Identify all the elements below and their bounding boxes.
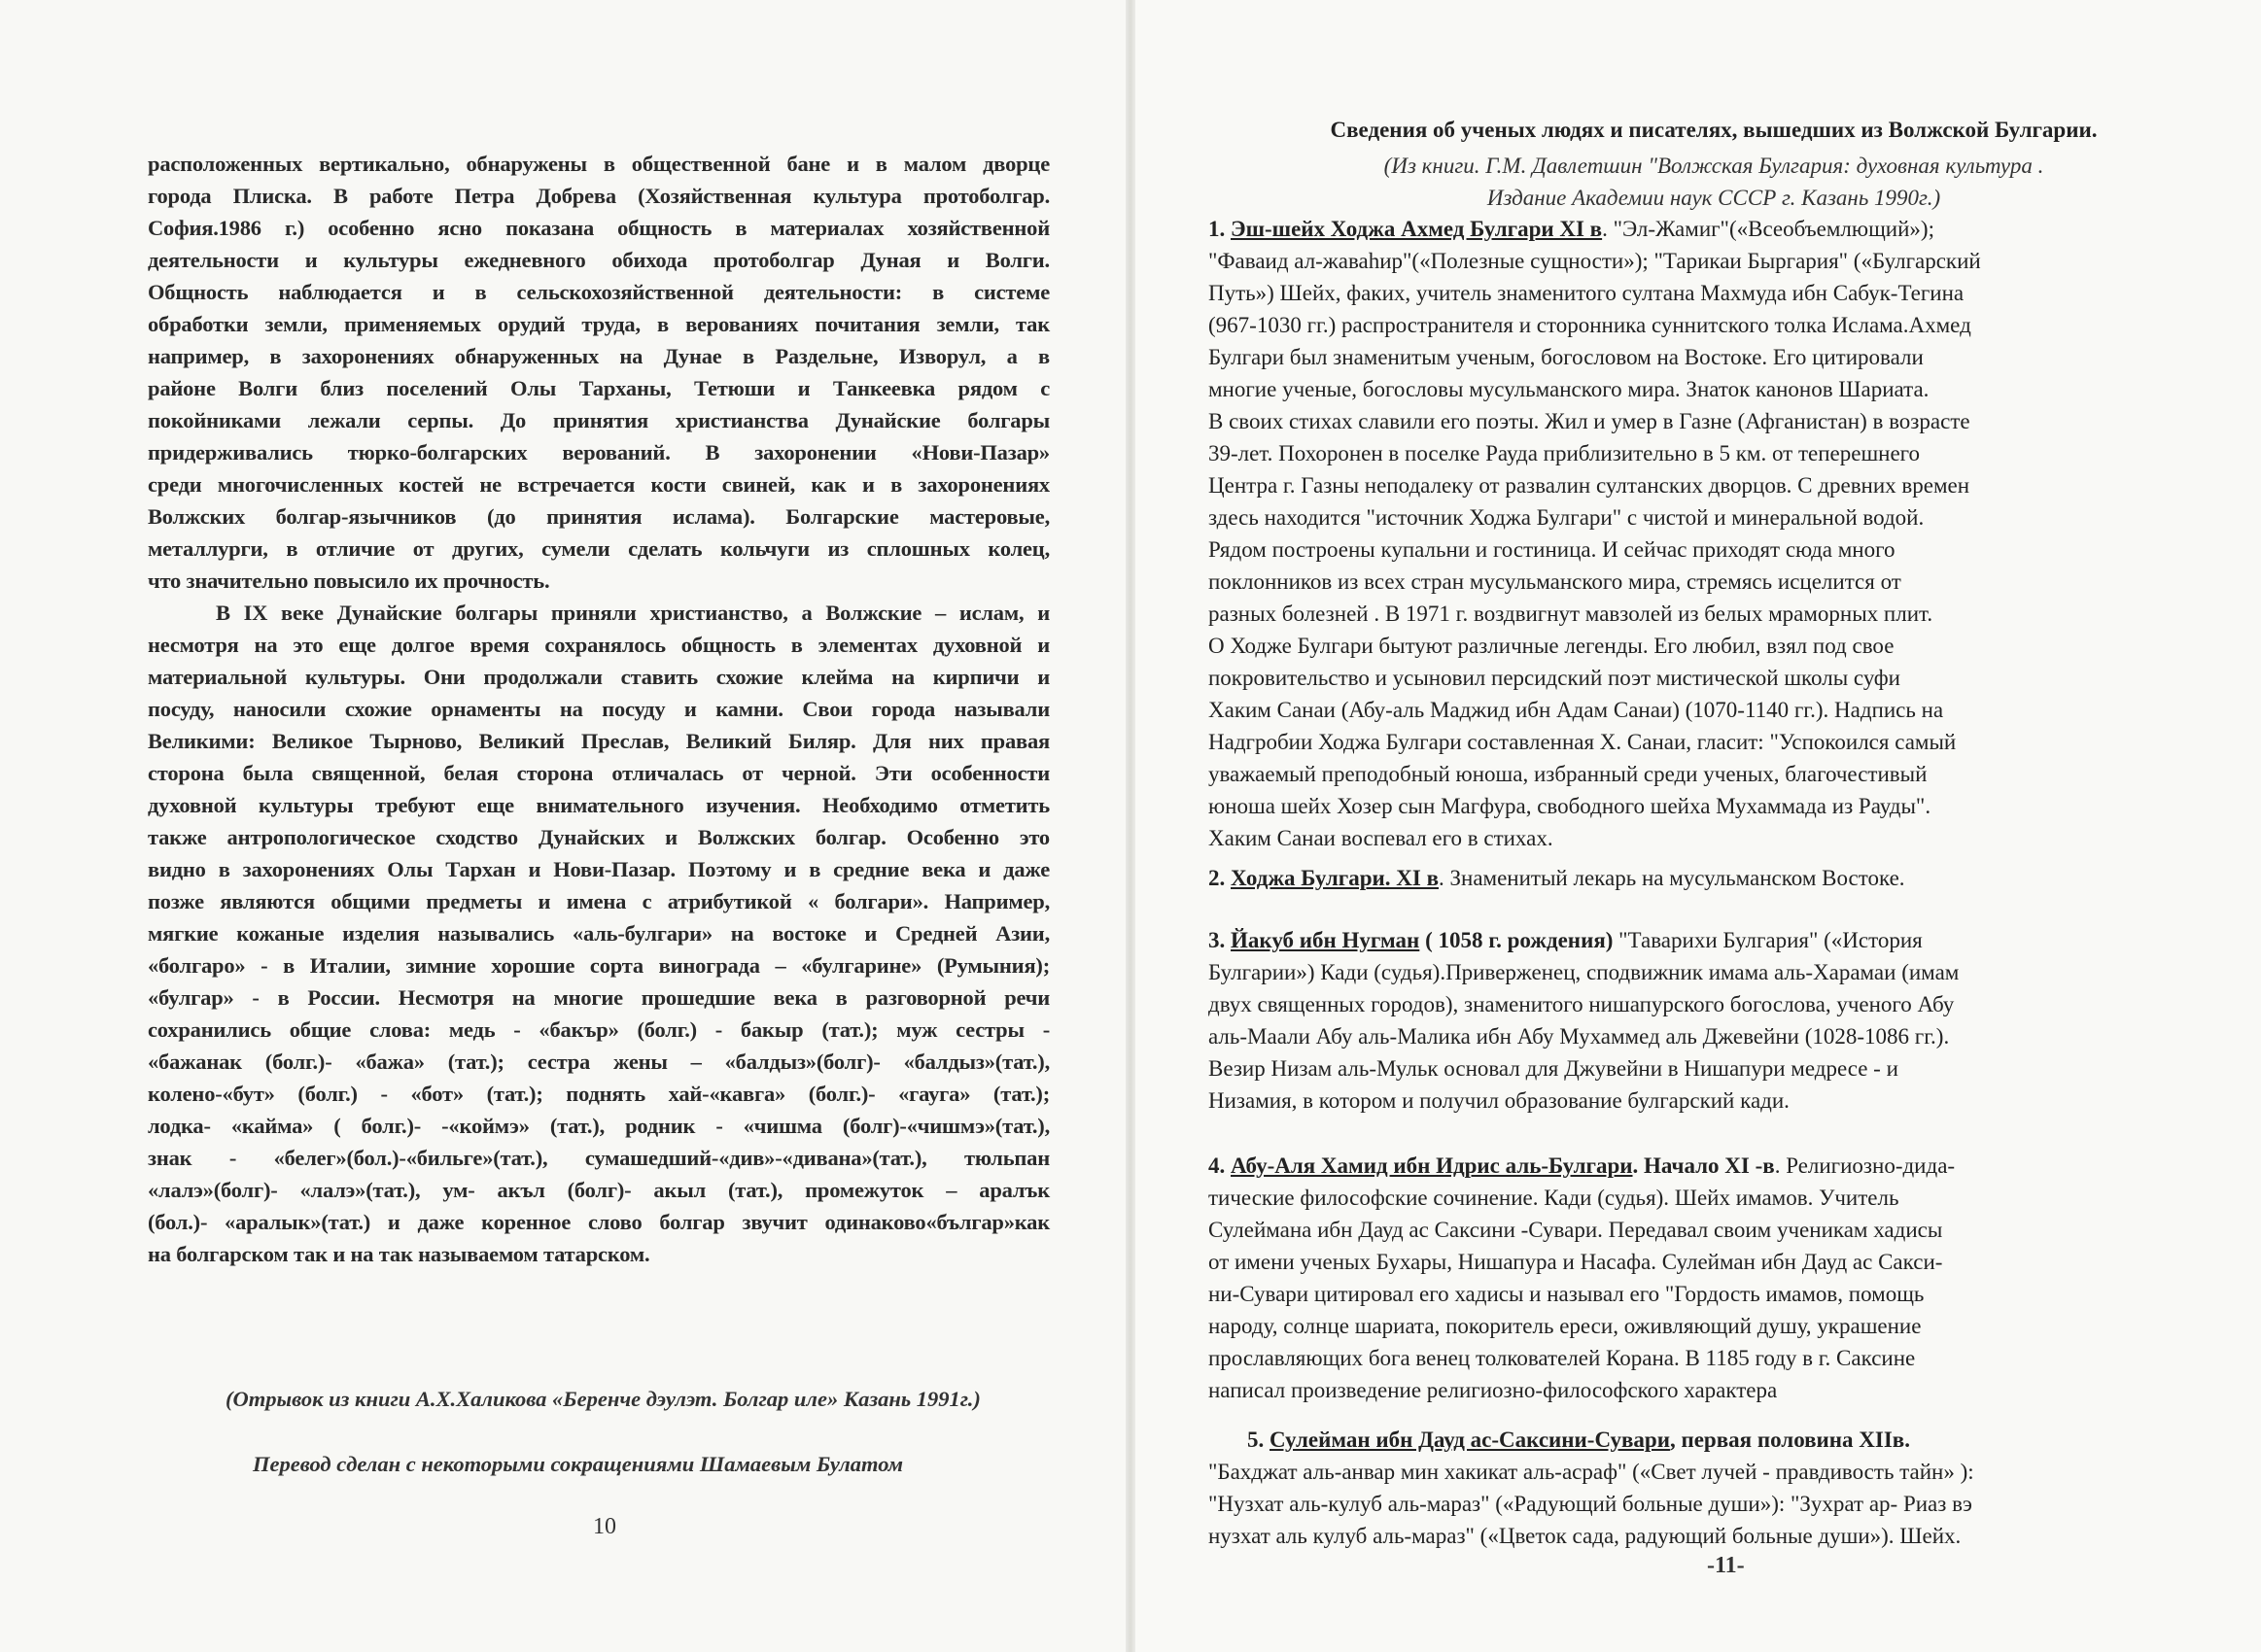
text-line: что значительно повысило их прочность.: [148, 568, 550, 593]
left-paragraph-1: [148, 148, 1050, 597]
text-line: написал произведение религиозно-философского характера: [1208, 1378, 1778, 1402]
text-line: Волжских болгар-язычников (до принятия ислама). Болгарские мастеровые,: [148, 504, 1050, 529]
text-line: О Ходже Булгари бытуют различные легенды. Его любил, взял под свое: [1208, 634, 1895, 658]
text-line: видно в захоронениях Олы Тархан и Нови-Пазар. Поэтому и в средние века и даже: [148, 857, 1050, 881]
text-line: Низамия, в котором и получил образование булгарский кади.: [1208, 1088, 1790, 1113]
text-line: нузхат аль кулуб аль-мараз" («Цветок сада, радующий больные души»). Шейх.: [1208, 1524, 1962, 1548]
entry-number: 1.: [1208, 217, 1231, 241]
subtitle-line: Издание Академии наук СССР г. Казань 1990г.): [1486, 186, 1941, 210]
section-subtitle: [1247, 150, 2180, 214]
text-line: на болгарском так и на так называемом татарском.: [148, 1242, 650, 1266]
text-line: расположенных вертикально, обнаружены в общественной бане и в малом дворце: [148, 152, 1050, 176]
text-line: от имени ученых Бухары, Нишапура и Насафа. Сулейман ибн Дауд ас Сакси-: [1208, 1250, 1943, 1274]
text-line: (967-1030 гг.) распространителя и сторонника суннитского толка Ислама.Ахмед: [1208, 313, 1971, 337]
text-line: сохранились общие слова: медь - «бакър» (болг.) - бакыр (тат.); муж сестры -: [148, 1017, 1050, 1042]
section-title: Сведения об ученых людях и писателях, вышедших из Волжской Булгарии.: [1330, 118, 2098, 142]
text-line: тические философские сочинение. Кади (судья). Шейх имамов. Учитель: [1208, 1186, 1899, 1210]
entry-2: [1208, 862, 2141, 894]
entry-text: . Религиозно-дида-: [1774, 1153, 1956, 1178]
entry-3: [1208, 924, 2141, 1117]
text-line: "Нузхат аль-кулуб аль-мараз" («Радующий больные души»): "Зухрат ар- Риаз вэ: [1208, 1492, 1972, 1516]
text-line: [1208, 1150, 2141, 1182]
text-line: Хаким Санаи воспевал его в стихах.: [1208, 826, 1553, 850]
text-line: София.1986 г.) особенно ясно показана общность в материалах хозяйственной: [148, 216, 1050, 240]
text-line: уважаемый преподобный юноша, избранный среди ученых, благочестивый: [1208, 762, 1928, 786]
text-line: Рядом построены купальни и гостиница. И сейчас приходят сюда много: [1208, 537, 1896, 562]
text-line: позже являются общими предметы и имена с атрибутикой « болгари». Например,: [148, 889, 1050, 913]
text-line: обработки земли, применяемых орудий труда, в верованиях почитания земли, так: [148, 312, 1050, 336]
text-line: «булгар» - в России. Несмотря на многие прошедшие века в разговорной речи: [148, 985, 1050, 1010]
book-gutter: [1126, 0, 1135, 1652]
text-line: поклонников из всех стран мусульманского мира, стремясь исцелится от: [1208, 569, 1901, 594]
text-line: посуду, наносили схожие орнаменты на посуду и камни. Свои города называли: [148, 697, 1050, 721]
text-line: материальной культуры. Они продолжали ставить схожие клейма на кирпичи и: [148, 665, 1050, 689]
page-number-right: -11-: [1707, 1553, 1745, 1578]
text-line: ни-Сувари цитировал его хадисы и называл его "Гордость имамов, помощь: [1208, 1282, 1925, 1306]
text-line: покровительство и усыновил персидский поэт мистической школы суфи: [1208, 666, 1900, 690]
entry-heading-extra: . Начало XI -в: [1632, 1153, 1775, 1178]
text-line: колено-«бут» (болг.) - «бот» (тат.); поднять хай-«кавга» (болг.)- «гауга» (тат.);: [148, 1082, 1050, 1106]
text-line: прославляющих бога венец толкователей Корана. В 1185 году в г. Саксине: [1208, 1346, 1916, 1370]
text-line: Везир Низам аль-Мульк основал для Джувейни в Нишапури медресе - и: [1208, 1056, 1898, 1081]
entry-number: 5.: [1247, 1428, 1270, 1452]
entry-text: "Таварихи Булгария" («История: [1613, 928, 1923, 952]
text-line: "Фаваид ал-жаваhир"(«Полезные сущности»); "Тарикаи Быргария" («Булгарский: [1208, 249, 1981, 273]
text-line: В IX веке Дунайские болгары приняли христианство, а Волжские – ислам, и: [216, 601, 1050, 625]
text-line: разных болезней . В 1971 г. воздвигнут мавзолей из белых мраморных плит.: [1208, 602, 1933, 626]
text-line: Путь») Шейх, факих, учитель знаменитого султана Махмуда ибн Сабук-Тегина: [1208, 281, 1965, 305]
translation-credit: Перевод сделан с некоторыми сокращениями Шамаевым Булатом: [253, 1452, 904, 1476]
text-line: среди многочисленных костей не встречается кости свиней, как и в захоронениях: [148, 472, 1050, 497]
left-body-text: [148, 148, 1050, 1270]
text-line: 39-лет. Похоронен в поселке Рауда приблизительно в 5 км. от теперешнего: [1208, 441, 1921, 465]
text-line: знак - «белег»(бол.)-«бильге»(тат.), сумашедший-«див»-«дивана»(тат.), тюльпан: [148, 1146, 1050, 1170]
entry-number: 4.: [1208, 1153, 1231, 1178]
entry-text: . "Эл-Жамиг"(«Всеобъемлющий»);: [1602, 217, 1934, 241]
text-line: народу, солнце шариата, покоритель ереси, оживляющий душу, украшение: [1208, 1314, 1922, 1338]
text-line: Центра г. Газны неподалеку от развалин султанских дворцов. С древних времен: [1208, 473, 1970, 498]
text-line: духовной культуры требуют еще внимательного изучения. Необходимо отметить: [148, 793, 1050, 817]
text-line: Общность наблюдается и в сельскохозяйственной деятельности: в системе: [148, 280, 1050, 304]
text-line: (бол.)- «аралык»(тат.) и даже коренное слово болгар звучит одинаково«българ»как: [148, 1210, 1050, 1234]
text-line: Булгари был знаменитым ученым, богословом на Востоке. Его цитировали: [1208, 345, 1924, 369]
text-line: несмотря на это еще долгое время сохранялось общность в элементах духовной и: [148, 633, 1050, 657]
entry-heading-extra: ( 1058 г. рождения): [1419, 928, 1614, 952]
text-line: [1208, 213, 2141, 245]
left-paragraph-2: [148, 597, 1050, 1270]
text-line: мягкие кожаные изделия назывались «аль-булгари» на востоке и Средней Азии,: [148, 921, 1050, 946]
text-line: покойниками лежали серпы. До принятия христианства Дунайские болгары: [148, 408, 1050, 432]
text-line: города Плиска. В работе Петра Добрева (Хозяйственная культура протоболгар.: [148, 184, 1050, 208]
text-line: «бажанак (болг.)- «бажа» (тат.); сестра жены – «балдыз»(болг)- «балдыз»(тат.),: [148, 1050, 1050, 1074]
entry-5: [1208, 1424, 2141, 1552]
text-line: например, в захоронениях обнаруженных на Дунае в Раздельне, Изворул, а в: [148, 344, 1050, 368]
text-line: [1208, 924, 2141, 956]
text-line: металлурги, в отличие от других, сумели сделать кольчуги из сплошных колец,: [148, 536, 1050, 561]
text-line: "Бахджат аль-анвар мин хакикат аль-асраф" («Свет лучей - правдивость тайн» ):: [1208, 1460, 1974, 1484]
entry-heading: Абу-Аля Хамид ибн Идрис аль-Булгари: [1231, 1153, 1633, 1178]
text-line: «болгаро» - в Италии, зимние хорошие сорта винограда – «булгарине» (Румыния);: [148, 953, 1050, 978]
text-line: Великими: Великое Тырново, Великий Преслав, Великий Биляр. Для них правая: [148, 729, 1050, 753]
text-line: многие ученые, богословы мусульманского мира. Знаток канонов Шариата.: [1208, 377, 1930, 401]
entry-number: 2.: [1208, 866, 1226, 890]
subtitle-line: (Из книги. Г.М. Давлетшин "Волжская Булгария: духовная культура .: [1383, 154, 2044, 178]
text-line: аль-Маали Абу аль-Малика ибн Абу Мухаммед аль Джевейни (1028-1086 гг.).: [1208, 1024, 1950, 1049]
text-line: лодка- «кайма» ( болг.)- -«коймэ» (тат.), родник - «чишма (болг)-«чишмэ»(тат.),: [148, 1114, 1050, 1138]
text-line: также антропологическое сходство Дунайских и Волжских болгар. Особенно это: [148, 825, 1050, 849]
source-citation: (Отрывок из книги А.Х.Халикова «Беренче дэулэт. Болгар иле» Казань 1991г.): [226, 1387, 981, 1411]
page-number-left: 10: [593, 1514, 616, 1539]
text-line: [1208, 1424, 2141, 1456]
text-line: двух священных городов), знаменитого нишапурского богослова, ученого Абу: [1208, 992, 1955, 1016]
text-line: сторона была священной, белая сторона отличалась от черной. Эти особенности: [148, 761, 1050, 785]
text-line: деятельности и культуры ежедневного обихода протоболгар Дуная и Волги.: [148, 248, 1050, 272]
entry-heading: Ходжа Булгари. XI в: [1231, 866, 1439, 890]
text-line: Надгробии Ходжа Булгари составленная Х. Санаи, гласит: "Успокоился самый: [1208, 730, 1957, 754]
entry-4: [1208, 1150, 2141, 1406]
entry-number: 3.: [1208, 928, 1231, 952]
entry-heading-extra: , первая половина XIIв.: [1669, 1428, 1910, 1452]
entry-heading: Эш-шейх Ходжа Ахмед Булгари XI в: [1231, 217, 1603, 241]
entry-heading: Йакуб ибн Нугман: [1231, 928, 1420, 952]
text-line: Булгарии») Кади (судья).Приверженец, сподвижник имама аль-Харамаи (имам: [1208, 960, 1960, 984]
entry-text: . Знаменитый лекарь на мусульманском Востоке.: [1439, 866, 1905, 890]
text-line: «лалэ»(болг)- «лалэ»(тат.), ум- акъл (болг)- акыл (тат.), промежуток – аралък: [148, 1178, 1050, 1202]
text-line: здесь находится "источник Ходжа Булгари" с чистой и минеральной водой.: [1208, 505, 1925, 530]
entry-heading: Сулейман ибн Дауд ас-Саксини-Сувари: [1270, 1428, 1670, 1452]
text-line: Хаким Санаи (Абу-аль Маджид ибн Адам Санаи) (1070-1140 гг.). Надпись на: [1208, 698, 1944, 722]
text-line: В своих стихах славили его поэты. Жил и умер в Газне (Афганистан) в возрасте: [1208, 409, 1970, 433]
text-line: Сулеймана ибн Дауд ас Саксини -Сувари. Передавал своим ученикам хадисы: [1208, 1218, 1943, 1242]
entry-1: [1208, 213, 2141, 854]
text-line: придерживались тюрко-болгарских верований. В захоронении «Нови-Пазар»: [148, 440, 1050, 465]
text-line: юноша шейх Хозер сын Магфура, свободного шейха Мухаммада из Рауды".: [1208, 794, 1931, 818]
text-line: районе Волги близ поселений Олы Тарханы, Тетюши и Танкеевка рядом с: [148, 376, 1050, 400]
